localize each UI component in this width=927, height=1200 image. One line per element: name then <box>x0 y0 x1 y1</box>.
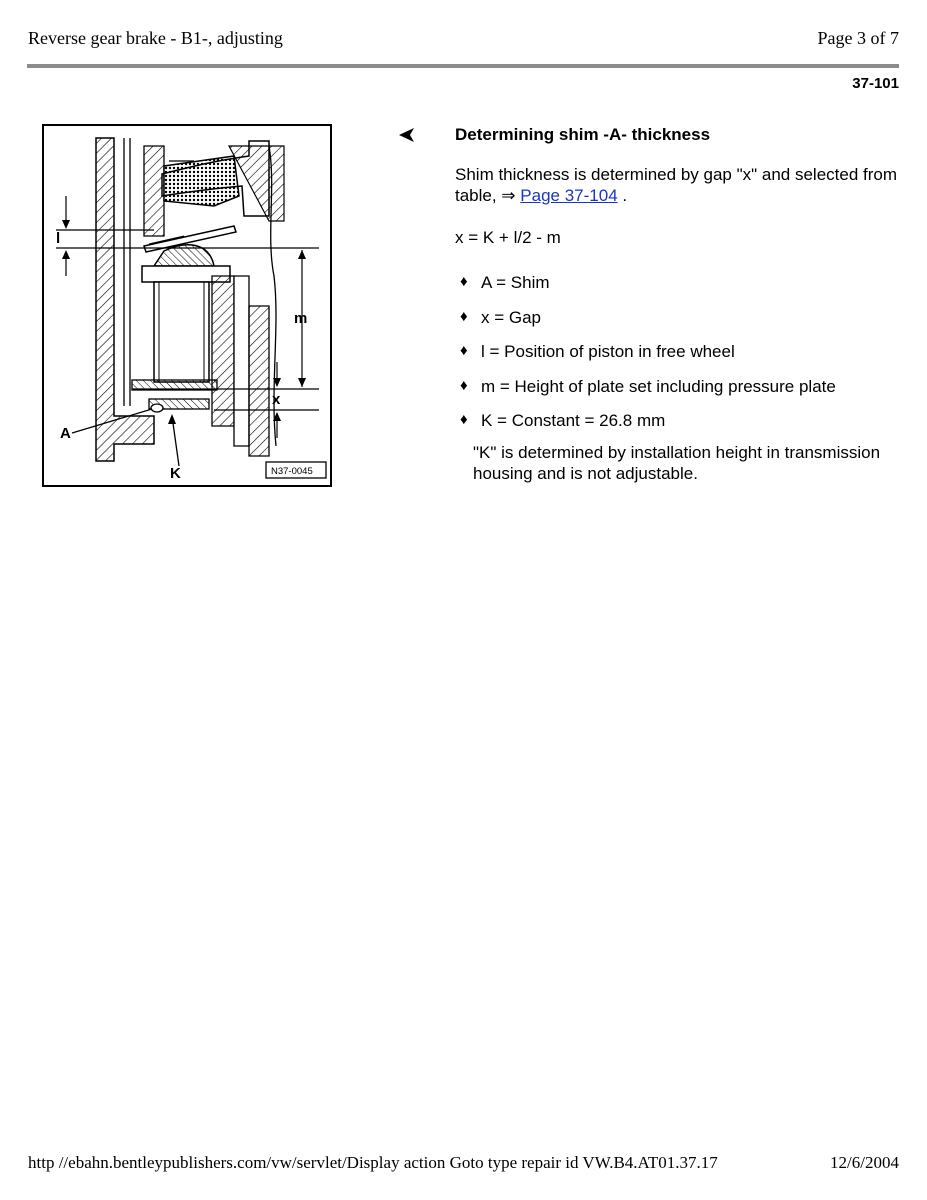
header-divider <box>27 64 899 68</box>
definitions-list <box>455 272 900 431</box>
instructions-section <box>455 124 900 484</box>
diamond-bullet-icon: ♦ <box>460 411 468 428</box>
list-item: ♦ A = Shim <box>460 273 550 292</box>
footer-date: 12/6/2004 <box>830 1153 899 1172</box>
arrow-left-icon <box>398 126 416 144</box>
technical-diagram <box>42 124 332 487</box>
page-indicator: Page 3 of 7 <box>817 28 899 48</box>
list-item: ♦ x = Gap <box>460 307 542 327</box>
page-link[interactable]: Page 37-104 <box>520 186 618 205</box>
figure-code: N37-0045 <box>271 466 313 477</box>
section-heading: Determining shim -A- thickness <box>455 125 711 144</box>
dimension-label-l: l <box>56 230 61 247</box>
footer-url: http //ebahn.bentleypublishers.com/vw/servlet/Display action Goto type repair id VW.B4.AT01.37.17 <box>28 1153 718 1172</box>
diamond-bullet-icon: ♦ <box>460 273 468 290</box>
formula: x = K + l/2 - m <box>455 228 561 247</box>
callout-label-a: A <box>60 425 71 442</box>
list-item: ♦ K = Constant = 26.8 mm <box>460 411 666 430</box>
diagram-drawing <box>44 126 330 485</box>
document-title: Reverse gear brake - B1-, adjusting <box>28 28 283 48</box>
dimension-label-x: x <box>272 391 281 408</box>
section-page-number: 37-101 <box>852 75 899 92</box>
description-end: . <box>622 186 628 205</box>
diamond-bullet-icon: ♦ <box>460 307 468 325</box>
diamond-bullet-icon: ♦ <box>460 376 468 394</box>
diamond-bullet-icon: ♦ <box>460 342 468 359</box>
description-text: Shim thickness is determined by gap "x" and selected from table, ⇒ <box>455 165 897 205</box>
description-paragraph <box>455 164 900 206</box>
dimension-label-m: m <box>294 310 308 327</box>
note-text: "K" is determined by installation height in transmission housing and is not adjustable. <box>473 442 881 483</box>
list-item: ♦ l = Position of piston in free wheel <box>460 342 735 361</box>
callout-label-k: K <box>170 465 181 482</box>
list-item: ♦ m = Height of plate set including pressure plate <box>460 376 836 396</box>
